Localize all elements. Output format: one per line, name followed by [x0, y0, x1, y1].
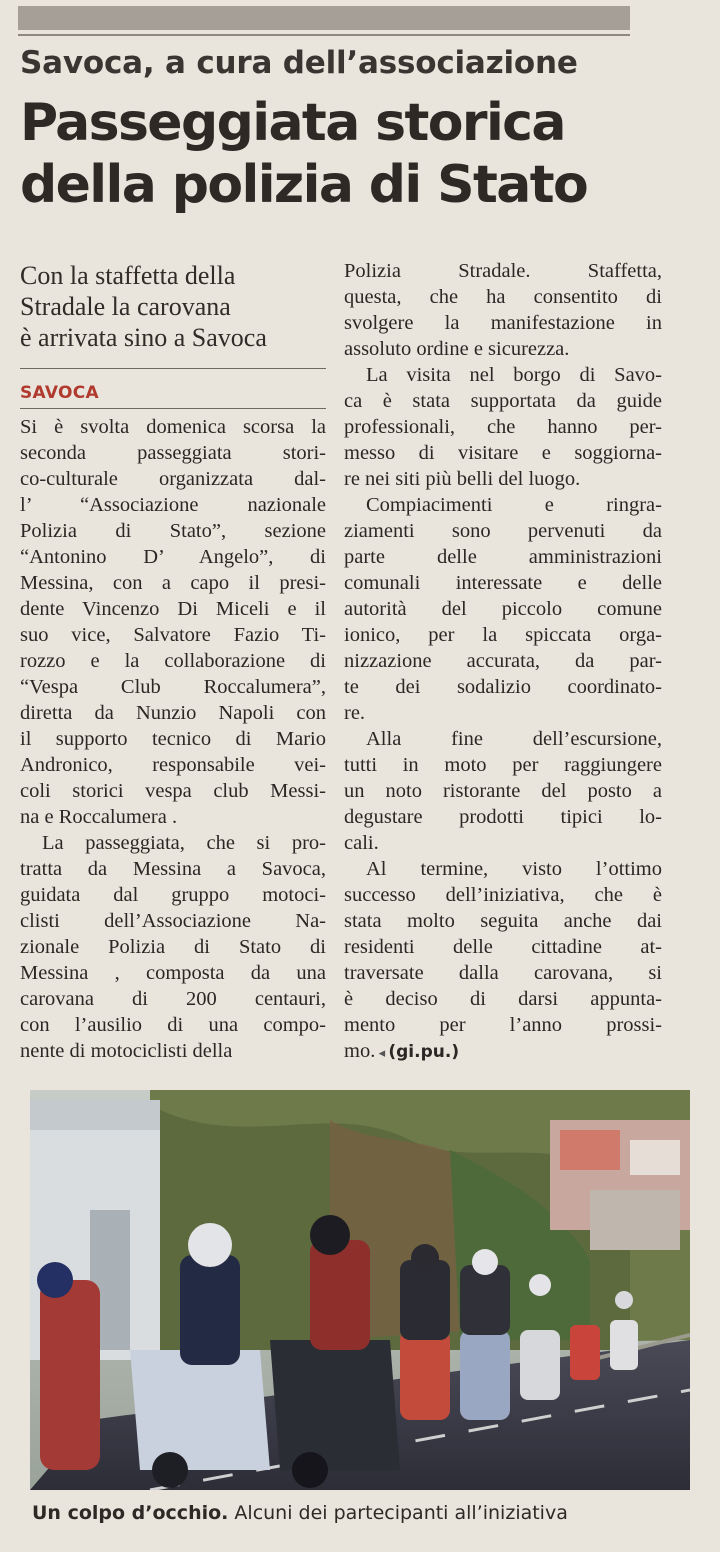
article-line: [344, 570, 662, 596]
article-line-text: Polizia di Stato”, sezione: [20, 520, 326, 542]
article-line: [344, 674, 662, 700]
header-bar: [18, 6, 630, 30]
article-line: [344, 986, 662, 1012]
article-line: [344, 804, 662, 830]
article-line: [344, 362, 662, 388]
article-line: [20, 440, 326, 466]
article-line-text: seconda passeggiata stori-: [20, 442, 326, 464]
article-line: [20, 726, 326, 752]
article-line: [20, 492, 326, 518]
photo-caption: [32, 1500, 692, 1526]
article-line: [20, 1012, 326, 1038]
article-line: [344, 752, 662, 778]
article-line-text: professionali, che hanno per-: [344, 416, 662, 438]
kicker: Savoca, a cura dell’associazione: [20, 45, 578, 81]
article-line-text: residenti delle cittadine at-: [344, 936, 662, 958]
article-line: [344, 830, 662, 856]
article-line: [20, 1038, 326, 1064]
article-line: [20, 804, 326, 830]
article-line: [20, 960, 326, 986]
article-column-1: [20, 414, 326, 1064]
standfirst-line: Stradale la carovana: [20, 292, 231, 321]
article-line: [20, 856, 326, 882]
article-line-text: nente di motociclisti della: [20, 1040, 233, 1062]
article-line: [344, 648, 662, 674]
article-line-text: autorità del piccolo comune: [344, 598, 662, 620]
article-line: [344, 388, 662, 414]
article-line: [344, 414, 662, 440]
article-line-text: mo.: [344, 1040, 376, 1062]
article-line: [344, 622, 662, 648]
article-line-text: messo di visitare e soggiorna-: [344, 442, 662, 464]
article-line: [20, 544, 326, 570]
article-line: [344, 596, 662, 622]
article-line: [344, 934, 662, 960]
article-line: [344, 310, 662, 336]
article-line-text: guidata dal gruppo motoci-: [20, 884, 326, 906]
article-line-text: l’ “Associazione nazionale: [20, 494, 326, 516]
article-line: [20, 518, 326, 544]
article-line-text: successo dell’iniziativa, che è: [344, 884, 662, 906]
caption-text: Alcuni dei partecipanti all’iniziativa: [228, 1502, 568, 1524]
article-line: [344, 544, 662, 570]
article-line-text: svolgere la manifestazione in: [344, 312, 662, 334]
article-line: [20, 622, 326, 648]
article-line-text: Compiacimenti e ringra-: [366, 494, 662, 516]
article-line: [344, 856, 662, 882]
article-line-text: clisti dell’Associazione Na-: [20, 910, 326, 932]
article-line: [344, 908, 662, 934]
article-line-text: dente Vincenzo Di Miceli e il: [20, 598, 326, 620]
article-line-text: “Antonino D’ Angelo”, di: [20, 546, 326, 568]
article-line: [20, 466, 326, 492]
section-rule-bottom: [20, 408, 326, 409]
article-line-text: zionale Polizia di Stato di: [20, 936, 326, 958]
article-line-text: Si è svolta domenica scorsa la: [20, 416, 326, 438]
article-line-text: nizzazione accurata, da par-: [344, 650, 662, 672]
article-column-2: [344, 258, 662, 1066]
article-line-text: Messina, con a capo il presi-: [20, 572, 326, 594]
header-rule: [18, 34, 630, 36]
article-line-text: Polizia Stradale. Staffetta,: [344, 260, 662, 282]
article-line-text: tutti in moto per raggiungere: [344, 754, 662, 776]
byline: (gi.pu.): [388, 1042, 460, 1062]
article-line-text: ionico, per la spiccata orga-: [344, 624, 662, 646]
article-line-text: un noto ristorante del posto a: [344, 780, 662, 802]
article-line-text: na e Roccalumera .: [20, 806, 178, 828]
article-line: [344, 726, 662, 752]
article-line: [344, 700, 662, 726]
article-line: [344, 882, 662, 908]
headline: [20, 92, 710, 216]
article-line-text: Andronico, responsabile vei-: [20, 754, 326, 776]
article-line: [344, 778, 662, 804]
article-line: [344, 1012, 662, 1038]
article-line: [20, 752, 326, 778]
article-line-text: suo vice, Salvatore Fazio Ti-: [20, 624, 326, 646]
article-line: [344, 440, 662, 466]
article-line-text: con l’ausilio di una compo-: [20, 1014, 326, 1036]
motorcyclists-photo: [30, 1090, 690, 1490]
article-line-text: co-culturale organizzata dal-: [20, 468, 326, 490]
article-line-text: ziamenti sono pervenuti da: [344, 520, 662, 542]
article-line-text: La visita nel borgo di Savo-: [366, 364, 662, 386]
article-line-text: Alla fine dell’escursione,: [366, 728, 662, 750]
article-line-text: coli storici vespa club Messi-: [20, 780, 326, 802]
article-line: [20, 934, 326, 960]
article-line-text: questa, che ha consentito di: [344, 286, 662, 308]
article-line: [20, 596, 326, 622]
headline-line-2: della polizia di Stato: [20, 155, 588, 215]
end-mark-icon: ◂: [375, 1045, 389, 1060]
article-line-text: Al termine, visto l’ottimo: [366, 858, 662, 880]
article-line: [20, 986, 326, 1012]
article-line-text: diretta da Nunzio Napoli con: [20, 702, 326, 724]
article-line-text: cali.: [344, 832, 379, 854]
article-line-text: “Vespa Club Roccalumera”,: [20, 676, 326, 698]
article-line-text: rozzo e la collaborazione di: [20, 650, 326, 672]
article-line-text: il supporto tecnico di Mario: [20, 728, 326, 750]
headline-line-1: Passeggiata storica: [20, 93, 565, 153]
article-line: [344, 492, 662, 518]
article-line-text: te dei sodalizio coordinato-: [344, 676, 662, 698]
article-line: [344, 518, 662, 544]
section-rule-top: [20, 368, 326, 369]
standfirst-line: Con la staffetta della: [20, 261, 236, 290]
article-line-text: traversate dalla carovana, si: [344, 962, 662, 984]
article-line: [20, 882, 326, 908]
section-label: SAVOCA: [20, 383, 99, 403]
article-line: [344, 336, 662, 362]
article-line-text: assoluto ordine e sicurezza.: [344, 338, 570, 360]
article-line-text: Messina , composta da una: [20, 962, 326, 984]
standfirst: [20, 260, 330, 353]
article-line: [20, 570, 326, 596]
article-line: [20, 830, 326, 856]
article-line: [344, 258, 662, 284]
article-line-text: tratta da Messina a Savoca,: [20, 858, 326, 880]
article-line-text: carovana di 200 centauri,: [20, 988, 326, 1010]
article-line: [20, 778, 326, 804]
article-line-text: stata molto seguita anche dai: [344, 910, 662, 932]
article-line: [20, 908, 326, 934]
article-line-text: parte delle amministrazioni: [344, 546, 662, 568]
article-line-text: è deciso di darsi appunta-: [344, 988, 662, 1010]
article-line: [344, 960, 662, 986]
standfirst-line: è arrivata sino a Savoca: [20, 323, 267, 352]
article-photo: [30, 1090, 690, 1490]
article-line: [20, 674, 326, 700]
article-line: [344, 284, 662, 310]
article-line: [344, 1038, 662, 1066]
article-line: [20, 700, 326, 726]
article-line: [20, 648, 326, 674]
caption-title: Un colpo d’occhio.: [32, 1502, 229, 1524]
article-line-text: degustare prodotti tipici lo-: [344, 806, 662, 828]
article-line-text: ca è stata supportata da guide: [344, 390, 662, 412]
article-line-text: re nei siti più belli del luogo.: [344, 468, 581, 490]
article-line-text: comunali interessate e delle: [344, 572, 662, 594]
article-line-text: re.: [344, 702, 366, 724]
article-line: [344, 466, 662, 492]
article-line: [20, 414, 326, 440]
article-line-text: La passeggiata, che si pro-: [42, 832, 326, 854]
article-line-text: mento per l’anno prossi-: [344, 1014, 662, 1036]
